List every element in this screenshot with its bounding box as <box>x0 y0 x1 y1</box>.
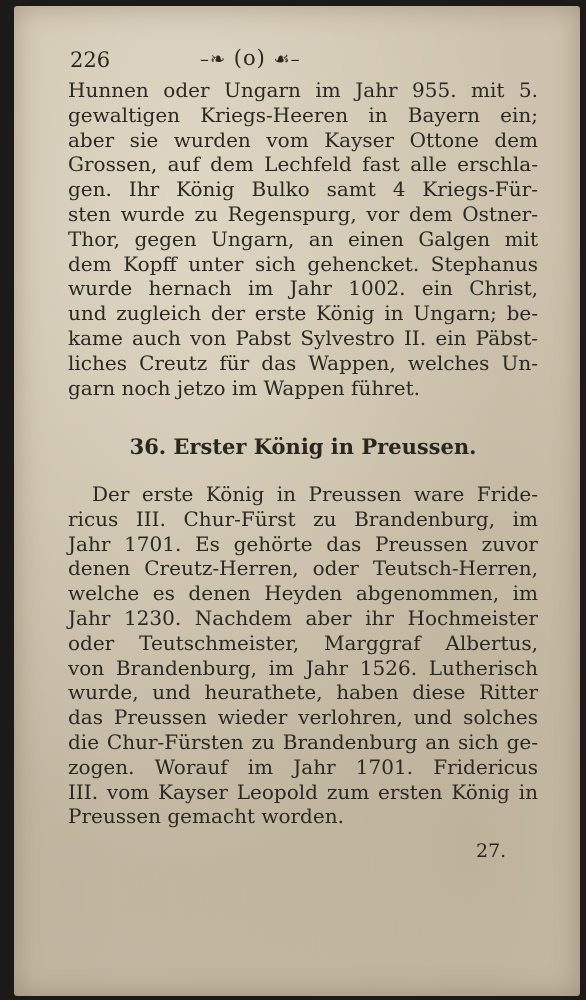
text-line: Grossen, auf dem Lechfeld fast alle erschla- <box>68 152 538 177</box>
text-line: die Chur-Fürsten zu Brandenburg an sich ge- <box>68 729 538 754</box>
running-head-text: (o) <box>233 46 266 70</box>
text-line: Preussen gemacht worden. <box>68 804 344 829</box>
text-line: ricus III. Chur-Fürst zu Brandenburg, im <box>68 506 538 531</box>
text-line: wurde hernach im Jahr 1002. ein Christ, <box>68 276 538 301</box>
text-line: zogen. Worauf im Jahr 1701. Fridericus <box>68 754 538 779</box>
text-line: garn noch jetzo im Wappen führet. <box>68 375 420 400</box>
text-line: Der erste König in Preussen ware Fride- <box>92 482 538 506</box>
text-line: oder Teutschmeister, Marggraf Albertus, <box>68 630 538 655</box>
text-line: gewaltigen Kriegs-Heeren in Bayern ein; <box>68 102 538 127</box>
page-number: 226 <box>70 48 111 72</box>
section-heading: 36. Erster König in Preussen. <box>129 434 477 459</box>
text-line: von Brandenburg, im Jahr 1526. Lutherisch <box>68 655 538 680</box>
left-flourish-icon: –❧ <box>200 49 227 70</box>
text-line: wurde, und heurathete, haben diese Ritter <box>68 680 538 705</box>
text-line: das Preussen wieder verlohren, und solches <box>68 705 538 730</box>
page-header <box>70 48 540 76</box>
text-line: III. vom Kayser Leopold zum ersten König in <box>68 779 538 804</box>
text-line: Jahr 1701. Es gehörte das Preussen zuvor <box>68 531 538 556</box>
text-line: denen Creutz-Herren, oder Teutsch-Herren, <box>68 556 538 581</box>
text-line: Jahr 1230. Nachdem aber ihr Hochmeister <box>68 605 538 630</box>
text-line: kame auch von Pabst Sylvestro II. ein Päbst- <box>68 325 538 350</box>
text-line: und zugleich der erste König in Ungarn; be- <box>68 301 538 326</box>
text-line: Thor, gegen Ungarn, an einen Galgen mit <box>68 226 538 251</box>
book-page <box>14 6 580 996</box>
paragraph-prussia <box>68 482 538 829</box>
text-line: gen. Ihr König Bulko samt 4 Kriegs-Für- <box>68 177 538 202</box>
text-line: Hunnen oder Ungarn im Jahr 955. mit 5. <box>68 78 538 102</box>
text-line: aber sie wurden vom Kayser Ottone dem <box>68 127 538 152</box>
text-line: dem Kopff unter sich gehencket. Stephanus <box>68 251 538 276</box>
running-head-ornament <box>200 46 301 70</box>
text-line: sten wurde zu Regenspurg, vor dem Ostner- <box>68 201 538 226</box>
text-line: welche es denen Heyden abgenommen, im <box>68 581 538 606</box>
right-flourish-icon: ☙– <box>273 49 301 70</box>
paragraph-hungary <box>68 78 538 400</box>
text-line: liches Creutz für das Wappen, welches Un- <box>68 350 538 375</box>
catchword: 27. <box>476 840 507 862</box>
